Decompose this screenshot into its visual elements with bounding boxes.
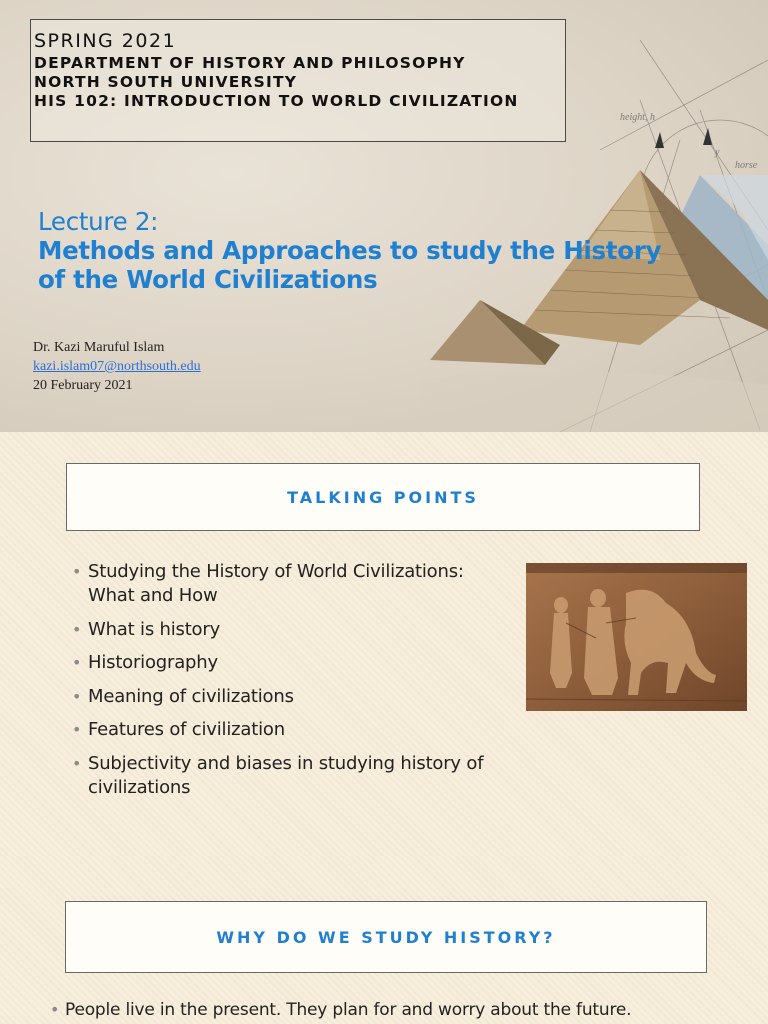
list-item: • Meaning of civilizations (72, 685, 512, 709)
lecture-number: Lecture 2: (38, 207, 159, 236)
author-name: Dr. Kazi Maruful Islam (33, 340, 165, 355)
course-info-box (30, 19, 566, 142)
lecture-title-line-1: Methods and Approaches to study the History (38, 236, 662, 265)
svg-text:height, h: height, h (620, 112, 655, 123)
term-label: SPRING 2021 (34, 30, 177, 52)
svg-text:y: y (715, 147, 720, 158)
stone-relief-image (526, 563, 747, 711)
list-item: • Subjectivity and biases in studying history of civilizations (72, 752, 512, 800)
university-label: NORTH SOUTH UNIVERSITY (34, 73, 298, 91)
talking-points-slide (0, 432, 768, 856)
list-item: • What is history (72, 618, 512, 642)
why-study-history-heading: WHY DO WE STUDY HISTORY? (216, 927, 556, 947)
svg-text:horse: horse (735, 160, 758, 171)
lecture-title-line-2: of the World Civilizations (38, 265, 378, 294)
talking-points-heading-box (66, 463, 700, 531)
why-study-history-heading-box (65, 901, 707, 973)
list-item: • People live in the present. They plan for and worry about the future. (50, 999, 631, 1021)
author-email-link[interactable]: kazi.islam07@northsouth.edu (33, 359, 201, 374)
talking-points-list (72, 560, 512, 809)
title-slide (0, 0, 768, 432)
talking-points-heading: TALKING POINTS (287, 487, 479, 507)
lecture-date: 20 February 2021 (33, 378, 133, 393)
author-block (33, 338, 201, 395)
department-label: DEPARTMENT OF HISTORY AND PHILOSOPHY (34, 54, 466, 72)
list-item: • Historiography (72, 651, 512, 675)
list-item: • Features of civilization (72, 718, 512, 742)
list-item: • Studying the History of World Civilizations: What and How (72, 560, 512, 608)
why-study-history-slide (0, 856, 768, 1024)
lecture-title (38, 207, 758, 294)
course-label: HIS 102: INTRODUCTION TO WORLD CIVILIZATION (34, 92, 519, 110)
